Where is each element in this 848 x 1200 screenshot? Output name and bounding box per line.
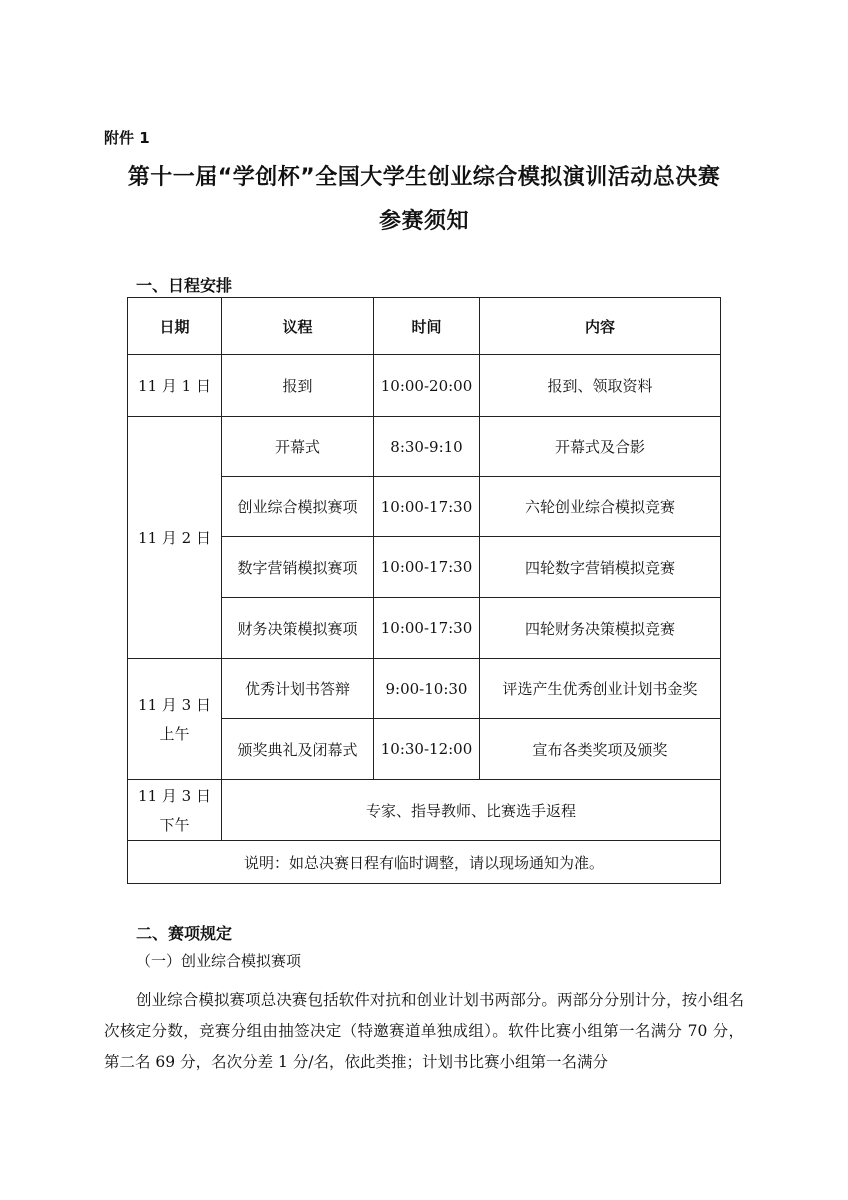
cell-agenda: 优秀计划书答辩 bbox=[222, 659, 374, 719]
cell-content: 报到、领取资料 bbox=[480, 355, 721, 417]
cell-time: 10:00-17:30 bbox=[374, 477, 480, 537]
table-note: 说明：如总决赛日程有临时调整，请以现场通知为准。 bbox=[128, 841, 721, 884]
cell-agenda: 开幕式 bbox=[222, 417, 374, 477]
cell-date bbox=[128, 780, 222, 841]
date-period: 上午 bbox=[159, 725, 190, 743]
table-note-row bbox=[128, 841, 721, 884]
cell-content: 开幕式及合影 bbox=[480, 417, 721, 477]
body-paragraph: 创业综合模拟赛项总决赛包括软件对抗和创业计划书两部分。两部分分别计分，按小组名次核定分数，竞赛分组由抽签决定（特邀赛道单独成组）。软件比赛小组第一名满分 70 分，第二名 69 分，名次分差 1 分/名，依此类推；计划书比赛小组第一名满分 bbox=[104, 991, 744, 1071]
cell-agenda: 报到 bbox=[222, 355, 374, 417]
attachment-label: 附件 1 bbox=[104, 129, 150, 147]
cell-time: 10:00-17:30 bbox=[374, 598, 480, 659]
section-heading-rules: 二、赛项规定 bbox=[136, 924, 233, 943]
cell-agenda: 创业综合模拟赛项 bbox=[222, 477, 374, 537]
header-time: 时间 bbox=[374, 298, 480, 355]
section-heading-schedule: 一、日程安排 bbox=[136, 276, 233, 295]
date-period: 下午 bbox=[159, 816, 190, 834]
cell-content: 四轮财务决策模拟竞赛 bbox=[480, 598, 721, 659]
cell-content: 专家、指导教师、比赛选手返程 bbox=[222, 780, 721, 841]
table-row bbox=[128, 780, 721, 841]
header-agenda: 议程 bbox=[222, 298, 374, 355]
cell-time: 9:00-10:30 bbox=[374, 659, 480, 719]
cell-time: 10:00-20:00 bbox=[374, 355, 480, 417]
table-row bbox=[128, 355, 721, 417]
cell-content: 六轮创业综合模拟竞赛 bbox=[480, 477, 721, 537]
cell-time: 8:30-9:10 bbox=[374, 417, 480, 477]
header-date: 日期 bbox=[128, 298, 222, 355]
cell-date: 11 月 1 日 bbox=[128, 355, 222, 417]
cell-content: 评选产生优秀创业计划书金奖 bbox=[480, 659, 721, 719]
table-row bbox=[128, 417, 721, 477]
table-header-row bbox=[128, 298, 721, 355]
date-line: 11 月 3 日 bbox=[138, 787, 211, 805]
subsection-heading: （一）创业综合模拟赛项 bbox=[136, 952, 302, 970]
header-content: 内容 bbox=[480, 298, 721, 355]
cell-content: 四轮数字营销模拟竞赛 bbox=[480, 537, 721, 598]
schedule-table bbox=[127, 297, 721, 884]
date-line: 11 月 3 日 bbox=[138, 696, 211, 714]
cell-time: 10:00-17:30 bbox=[374, 537, 480, 598]
cell-date: 11 月 2 日 bbox=[128, 417, 222, 659]
cell-agenda: 财务决策模拟赛项 bbox=[222, 598, 374, 659]
table-row bbox=[128, 659, 721, 719]
document-title: 第十一届“学创杯”全国大学生创业综合模拟演训活动总决赛 bbox=[127, 165, 721, 190]
cell-content: 宣布各类奖项及颁奖 bbox=[480, 719, 721, 780]
cell-date bbox=[128, 659, 222, 780]
cell-time: 10:30-12:00 bbox=[374, 719, 480, 780]
cell-agenda: 数字营销模拟赛项 bbox=[222, 537, 374, 598]
cell-agenda: 颁奖典礼及闭幕式 bbox=[222, 719, 374, 780]
document-subtitle: 参赛须知 bbox=[378, 209, 469, 234]
